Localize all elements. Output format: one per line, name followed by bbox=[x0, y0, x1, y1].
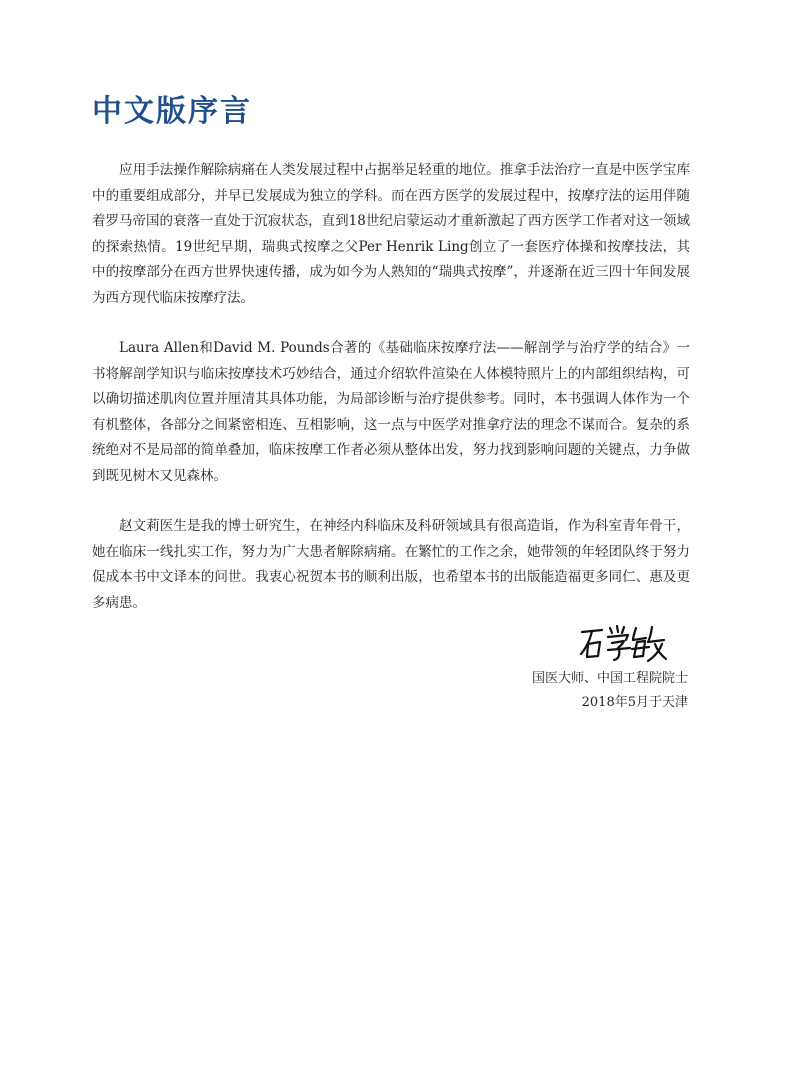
date-place: 2018年5月于天津 bbox=[581, 695, 688, 710]
signature-block bbox=[480, 667, 688, 715]
paragraph-1: 应用手法操作解除病痛在人类发展过程中占据举足轻重的地位。推拿手法治疗一直是中医学宝库中的重要组成部分，并早已发展成为独立的学科。而在西方医学的发展过程中，按摩疗法的运用伴随着罗马帝国的衰落一直处于沉寂状态，直到18世纪启蒙运动才重新激起了西方医学工作者对这一领域的探索热情。19世纪早期，瑞典式按摩之父Per Henrik Ling创立了一套医疗体操和按摩技法，其中的按摩部分在西方世界快速传播，成为如今为人熟知的“瑞典式按摩”，并逐渐在近三四十年间发展为西方现代临床按摩疗法。 bbox=[92, 162, 690, 306]
author-title: 国医大师、中国工程院院士 bbox=[531, 671, 688, 686]
paragraph-3: 赵文莉医生是我的博士研究生，在神经内科临床及科研领域具有很高造诣，作为科室青年骨干，她在临床一线扎实工作，努力为广大患者解除病痛。在繁忙的工作之余，她带领的年轻团队终于努力促成本书中文译本的问世。我衷心祝贺本书的顺利出版，也希望本书的出版能造福更多同仁、惠及更多病患。 bbox=[92, 518, 690, 611]
paragraph-2: Laura Allen和David M. Pounds合著的《基础临床按摩疗法——解剖学与治疗学的结合》一书将解剖学知识与临床按摩技术巧妙结合，通过介绍软件渲染在人体模特照片上的内部组织结构，可以确切描述肌肉位置并厘清其具体功能，为局部诊断与治疗提供参考。同时，本书强调人体作为一个有机整体，各部分之间紧密相连、互相影响，这一点与中医学对推拿疗法的理念不谋而合。复杂的系统绝对不是局部的简单叠加，临床按摩工作者必须从整体出发，努力找到影响问题的关键点，力争做到既见树木又见森林。 bbox=[92, 340, 690, 484]
handwritten-signature bbox=[578, 622, 668, 666]
preface-body bbox=[92, 158, 690, 641]
page-title: 中文版序言 bbox=[92, 94, 252, 129]
